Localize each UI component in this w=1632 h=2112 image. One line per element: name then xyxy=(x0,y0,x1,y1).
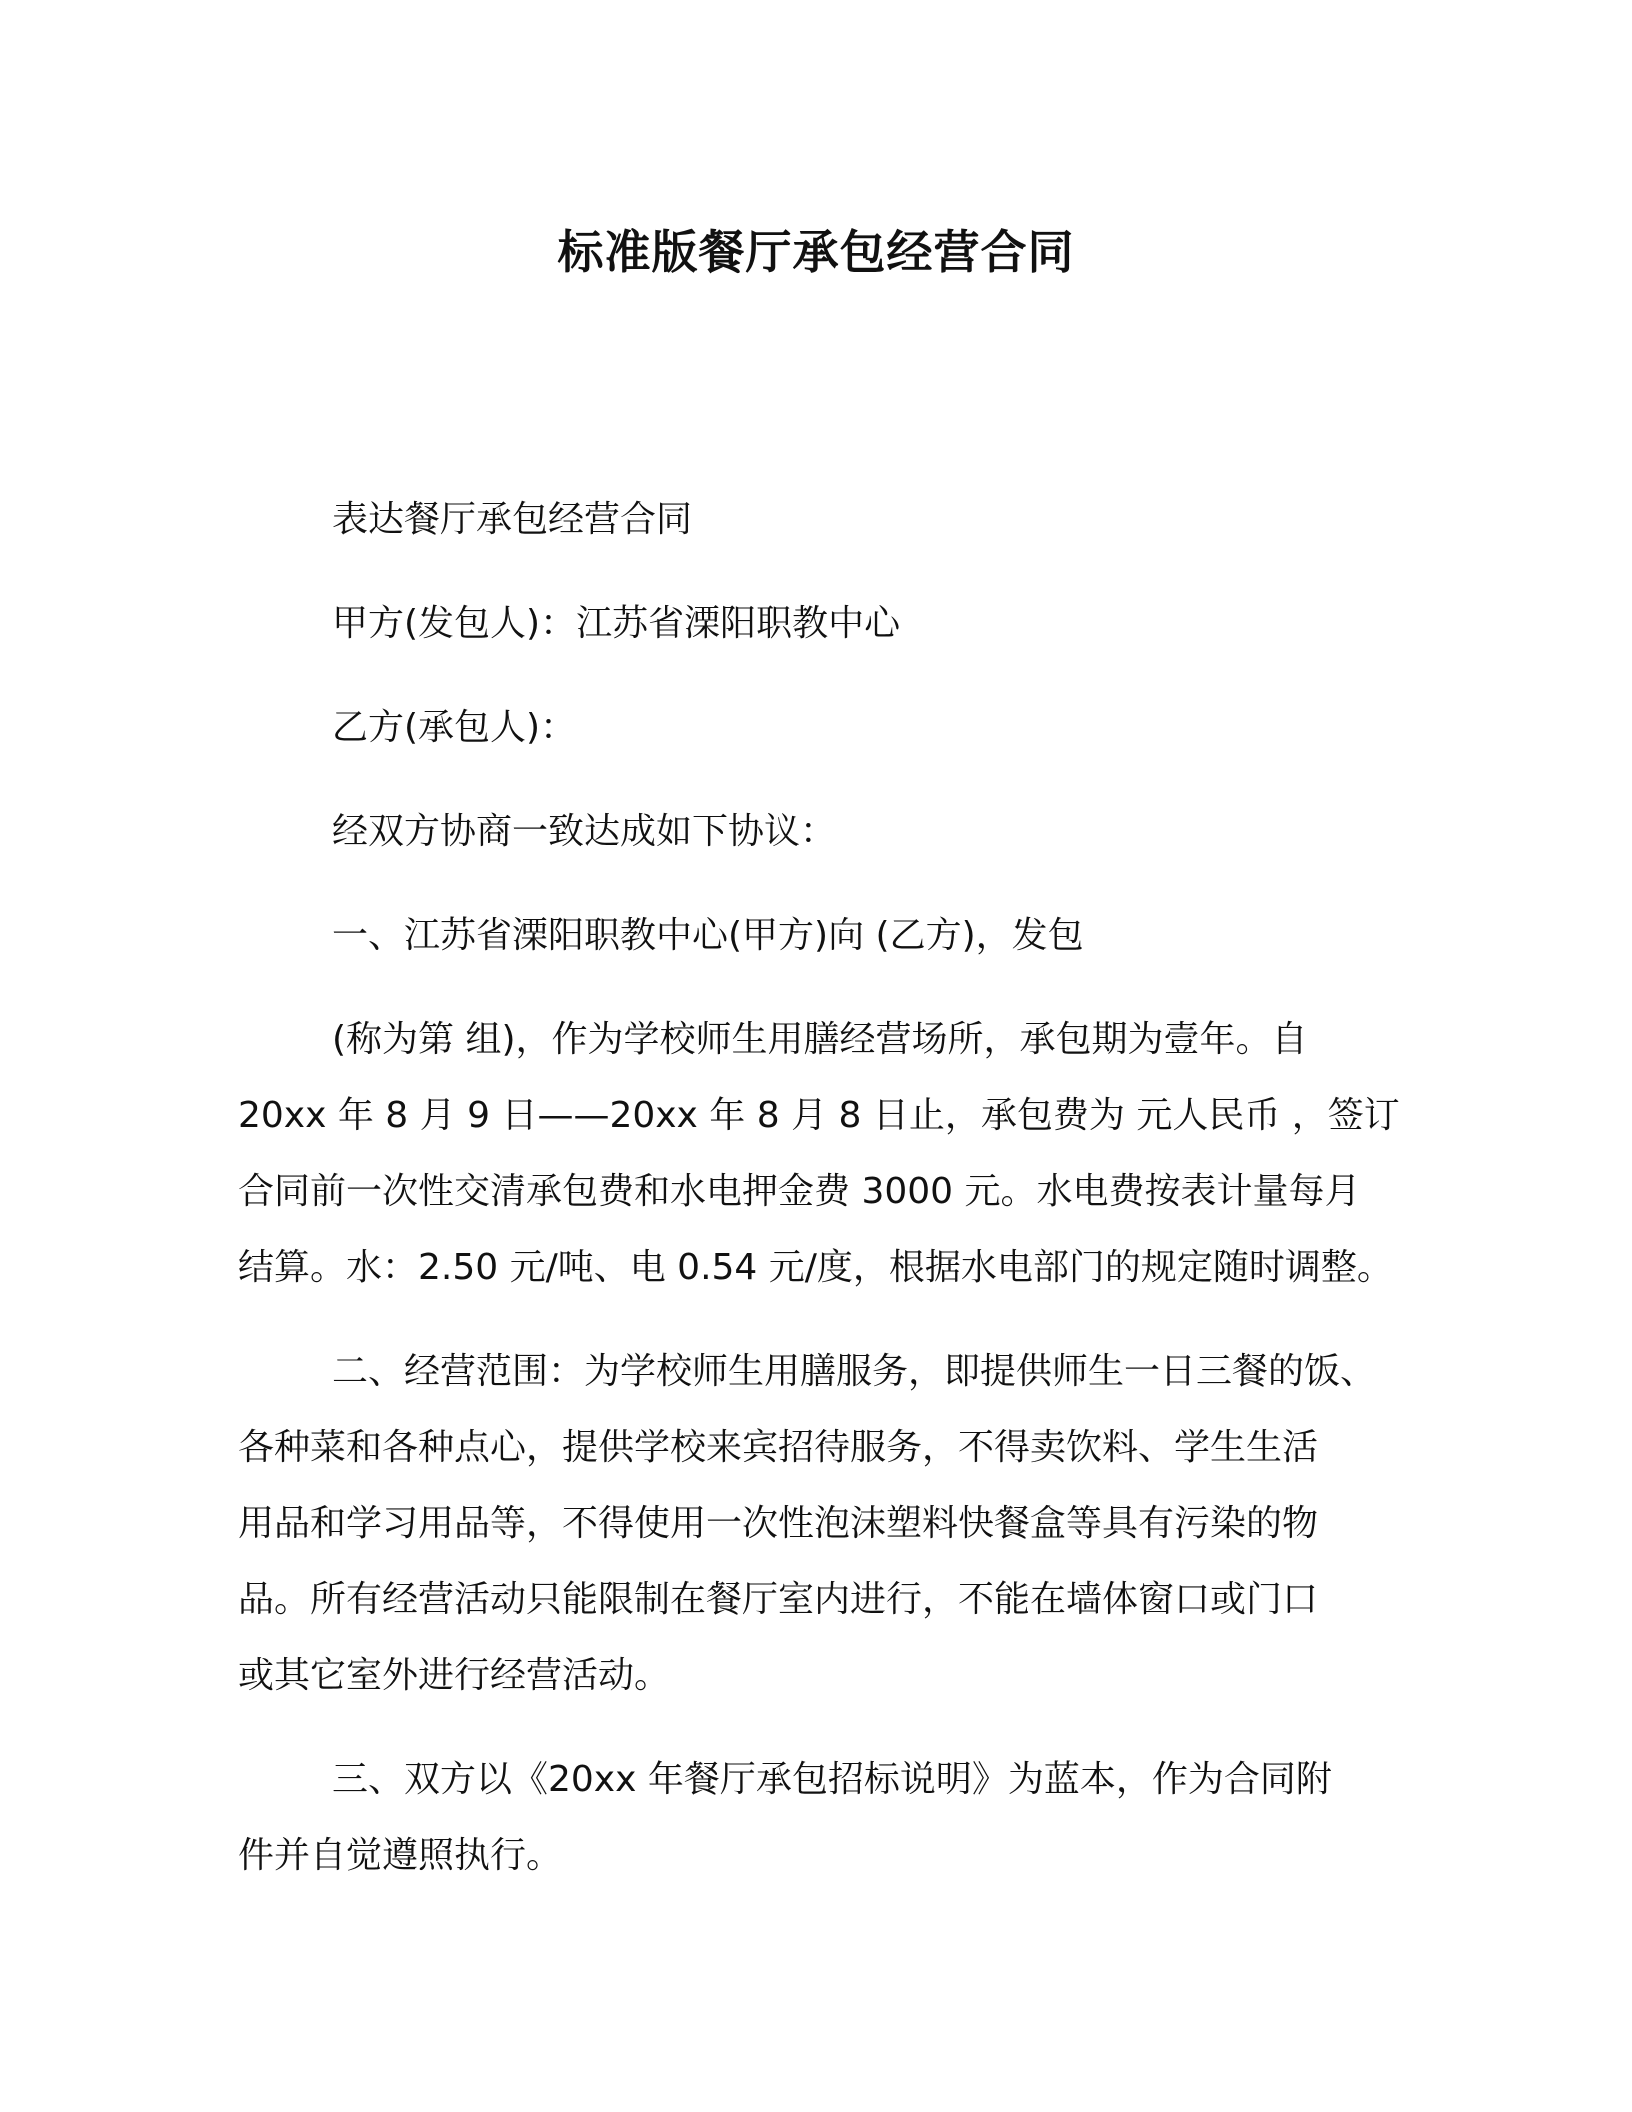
clause-2-line-2: 各种菜和各种点心，提供学校来宾招待服务，不得卖饮料、学生生活 xyxy=(238,1427,1319,1468)
agreement-intro: 经双方协商一致达成如下协议： xyxy=(332,811,837,852)
party-a-line: 甲方(发包人)：江苏省溧阳职教中心 xyxy=(332,603,901,644)
clause-1-line-5: 结算。水：2.50 元/吨、电 0.54 元/度，根据水电部门的规定随时调整。 xyxy=(238,1247,1393,1288)
clause-3-line-1: 三、双方以《20xx 年餐厅承包招标说明》为蓝本，作为合同附 xyxy=(332,1759,1332,1800)
clause-1-line-2: (称为第 组)，作为学校师生用膳经营场所，承包期为壹年。自 xyxy=(332,1019,1308,1060)
clause-1-line-4: 合同前一次性交清承包费和水电押金费 3000 元。水电费按表计量每月 xyxy=(238,1171,1361,1212)
clause-2-line-3: 用品和学习用品等，不得使用一次性泡沫塑料快餐盒等具有污染的物 xyxy=(238,1503,1319,1544)
clause-3-line-2: 件并自觉遵照执行。 xyxy=(238,1835,563,1876)
clause-1-line-1: 一、江苏省溧阳职教中心(甲方)向 (乙方)，发包 xyxy=(332,915,1084,956)
clause-2-line-5: 或其它室外进行经营活动。 xyxy=(238,1655,671,1696)
clause-2-line-4: 品。所有经营活动只能限制在餐厅室内进行，不能在墙体窗口或门口 xyxy=(238,1579,1319,1620)
contract-subtitle: 表达餐厅承包经营合同 xyxy=(332,499,693,540)
clause-2-line-1: 二、经营范围：为学校师生用膳服务，即提供师生一日三餐的饭、 xyxy=(332,1351,1377,1392)
clause-1-line-3: 20xx 年 8 月 9 日——20xx 年 8 月 8 日止，承包费为 元人民币 ，签订 xyxy=(238,1095,1400,1136)
party-b-line: 乙方(承包人)： xyxy=(332,707,577,748)
document-title: 标准版餐厅承包经营合同 xyxy=(557,225,1075,279)
